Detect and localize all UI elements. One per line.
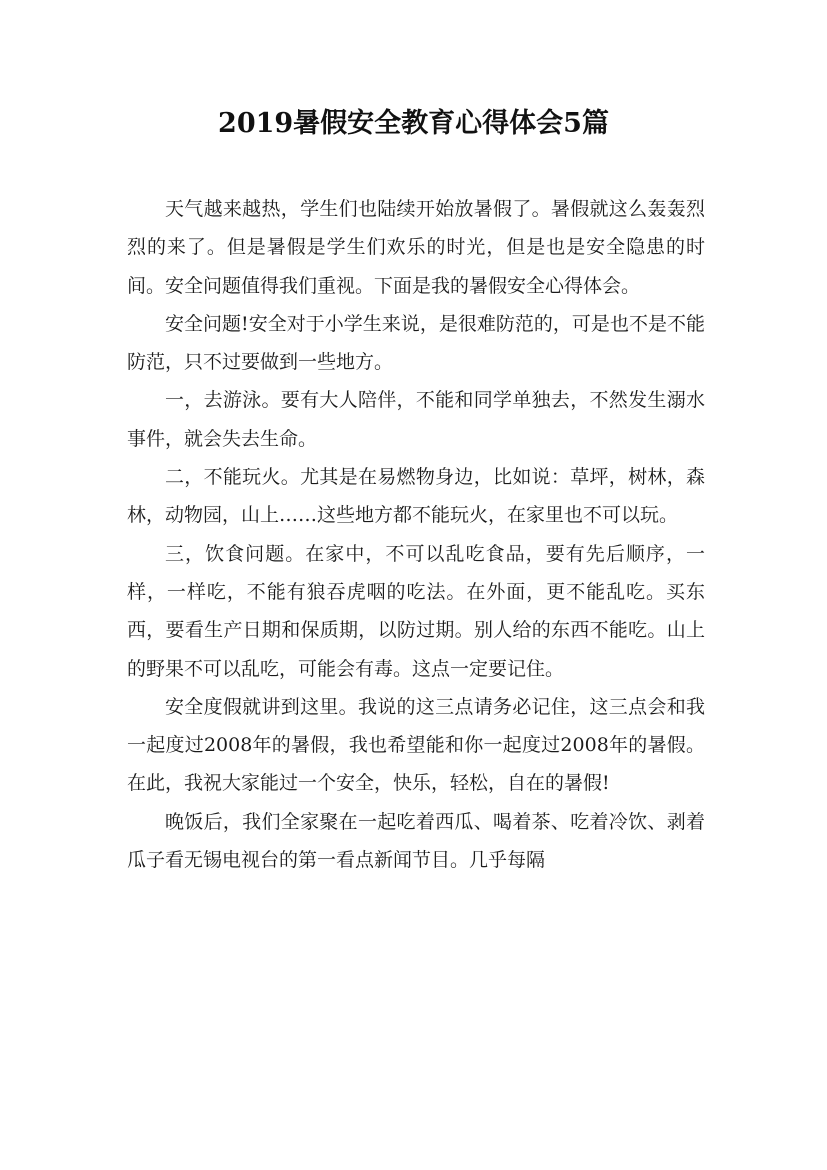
paragraph-fire: 二，不能玩火。尤其是在易燃物身边，比如说：草坪，树林，森林，动物园，山上……这些地方都不能玩火，在家里也不可以玩。 bbox=[127, 466, 705, 527]
document-title: 2019暑假安全教育心得体会5篇 bbox=[218, 108, 609, 139]
paragraph-swimming: 一，去游泳。要有大人陪伴，不能和同学单独去，不然发生溺水事件，就会失去生命。 bbox=[127, 389, 705, 450]
paragraph-conclusion: 安全度假就讲到这里。我说的这三点请务必记住，这三点会和我一起度过2008年的暑假，我也希望能和你一起度过2008年的暑假。在此，我祝大家能过一个安全，快乐，轻松，自在的暑假! bbox=[127, 695, 705, 795]
paragraph-safety-question: 安全问题!安全对于小学生来说，是很难防范的，可是也不是不能防范，只不过要做到一些地方。 bbox=[127, 312, 705, 374]
document-body bbox=[127, 190, 705, 879]
paragraph-diet: 三，饮食问题。在家中，不可以乱吃食品，要有先后顺序，一样，一样吃，不能有狼吞虎咽的吃法。在外面，更不能乱吃。买东西，要看生产日期和保质期，以防过期。别人给的东西不能吃。山上的野果不可以乱吃，可能会有毒。这点一定要记住。 bbox=[127, 542, 705, 680]
paragraph-evening: 晚饭后，我们全家聚在一起吃着西瓜、喝着茶、吃着冷饮、剥着瓜子看无锡电视台的第一看点新闻节目。几乎每隔 bbox=[127, 810, 705, 872]
paragraph-intro: 天气越来越热，学生们也陆续开始放暑假了。暑假就这么轰轰烈烈的来了。但是暑假是学生们欢乐的时光，但是也是安全隐患的时间。安全问题值得我们重视。下面是我的暑假安全心得体会。 bbox=[127, 198, 705, 297]
